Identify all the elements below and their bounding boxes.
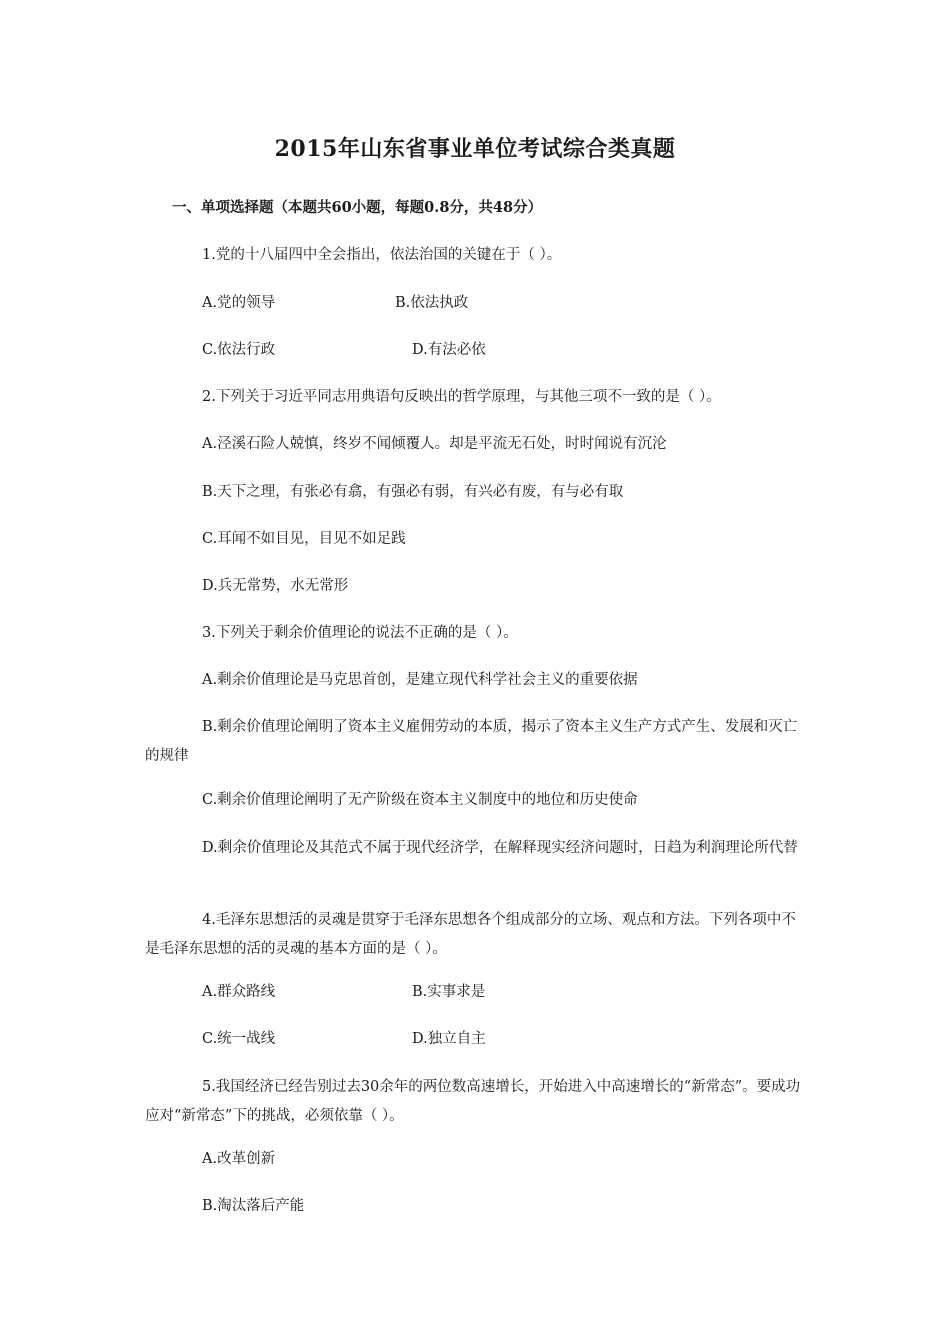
question-4-option-d: D.独立自主 (412, 1031, 486, 1047)
question-1-option-d: D.有法必依 (412, 342, 486, 358)
question-3-option-c: C.剩余价值理论阐明了无产阶级在资本主义制度中的地位和历史使命 (202, 792, 638, 808)
question-1-option-a: A.党的领导 (202, 295, 276, 311)
section-heading: 一、单项选择题（本题共60小题，每题0.8分，共48分） (172, 199, 543, 216)
question-2-option-a: A.泾溪石险人兢慎，终岁不闻倾覆人。却是平流无石处，时时闻说有沉沦 (202, 436, 667, 452)
question-5-option-b: B.淘汰落后产能 (202, 1198, 305, 1214)
question-2-option-c: C.耳闻不如目见，目见不如足践 (202, 531, 406, 547)
question-3-stem: 3.下列关于剩余价值理论的说法不正确的是（ ）。 (202, 625, 518, 641)
question-4-option-c: C.统一战线 (202, 1031, 276, 1047)
question-3-option-d: D.剩余价值理论及其范式不属于现代经济学，在解释现实经济问题时，日趋为利润理论所代替 (202, 840, 798, 856)
document-title: 2015年山东省事业单位考试综合类真题 (274, 136, 676, 162)
question-2-stem: 2.下列关于习近平同志用典语句反映出的哲学原理，与其他三项不一致的是（ ）。 (202, 389, 721, 405)
question-5-stem: 5.我国经济已经告别过去30余年的两位数高速增长，开始进入中高速增长的“新常态”。要成功应对“新常态”下的挑战，必须依靠（ ）。 (145, 1079, 801, 1124)
question-4-stem: 4.毛泽东思想活的灵魂是贯穿于毛泽东思想各个组成部分的立场、观点和方法。下列各项中不是毛泽东思想的活的灵魂的基本方面的是（ ）。 (145, 912, 796, 957)
question-1-option-b: B.依法执政 (395, 295, 469, 311)
question-3-option-b: B.剩余价值理论阐明了资本主义雇佣劳动的本质，揭示了资本主义生产方式产生、发展和灭亡的规律 (145, 719, 798, 764)
question-5-option-a: A.改革创新 (202, 1151, 276, 1167)
question-4-option-a: A.群众路线 (202, 984, 276, 1000)
question-4-option-b: B.实事求是 (412, 984, 486, 1000)
question-2-option-d: D.兵无常势，水无常形 (202, 578, 349, 594)
question-3-option-a: A.剩余价值理论是马克思首创，是建立现代科学社会主义的重要依据 (202, 672, 638, 688)
question-1-stem: 1.党的十八届四中全会指出，依法治国的关键在于（ ）。 (202, 247, 562, 263)
question-2-option-b: B.天下之理，有张必有翕，有强必有弱，有兴必有废，有与必有取 (202, 484, 624, 500)
question-1-option-c: C.依法行政 (202, 342, 276, 358)
